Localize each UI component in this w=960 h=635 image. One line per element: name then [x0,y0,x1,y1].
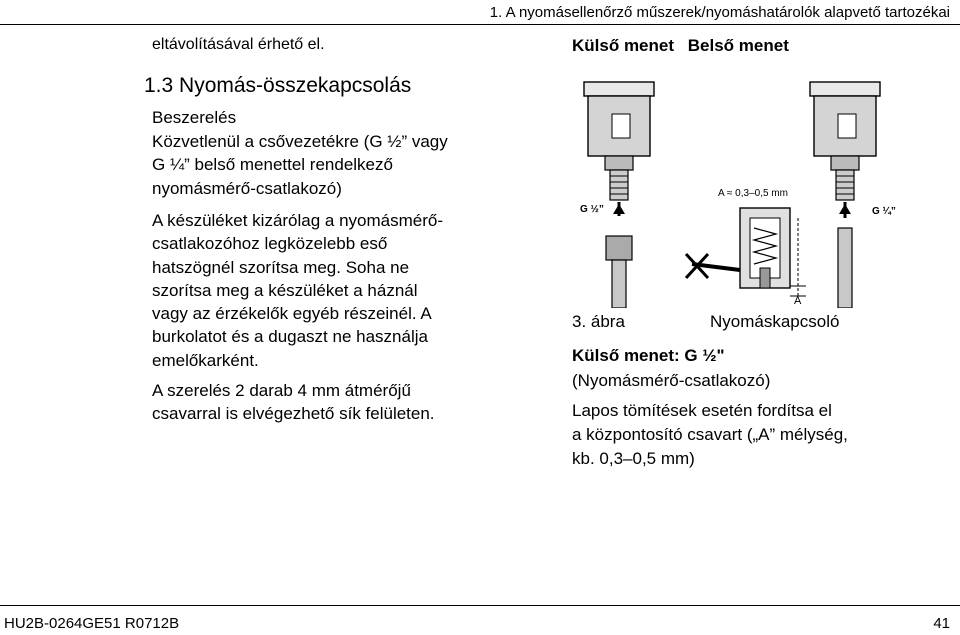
sub-heading: Beszerelés [152,108,237,127]
figure-title: Nyomáskapcsoló [710,312,840,331]
cross-section-detail [740,208,806,296]
continuation-text: eltávolításával érhető el. [152,36,325,53]
header-divider [0,24,960,25]
left-fitting [606,236,632,260]
figure-caption [572,312,952,332]
pressure-switch-figure [572,68,912,308]
right-pipe [838,228,852,308]
external-thread-note [572,343,770,393]
page-header-title: 1. A nyomásellenőrző műszerek/nyomáshatárolók alapvető tartozékai [489,4,950,21]
paragraph-tightening: A készüléket kizárólag a nyomásmérő- csatlakozóhoz legközelebb eső hatszögnél szorítsa meg. Soha ne szorítsa meg a készüléket a háznál vagy az érzékelők egyéb részeinél. A burkolatot és a dugaszt ne használja emelőkarként. [152,211,444,370]
document-code: HU2B-0264GE51 R0712B [4,615,180,632]
g-quarter-label: G ¼” [872,206,896,217]
figure-number: 3. ábra [572,312,625,331]
external-thread-label: Külső menet [572,36,675,55]
dimension-label: A ≈ 0,3–0,5 mm [718,188,788,199]
paragraph-connection: Közvetlenül a csővezetékre (G ½” vagy G ¼” belső menettel rendelkező nyomásmérő-csatlakozó) [152,132,448,198]
g-half-label: G ½” [580,204,604,215]
internal-thread-label: Belső menet [687,36,789,55]
left-pressure-switch [584,82,654,200]
paragraph-mounting: A szerelés 2 darab 4 mm átmérőjű csavarral is elvégezhető sík felületen. [152,381,435,424]
section-title: 1.3 Nyomás-összekapcsolás [144,74,412,97]
footer-divider [0,605,960,606]
wrong-wrench-icon [686,254,740,278]
flat-seal-paragraph: Lapos tömítések esetén fordítsa el a központosító csavart („A” mélység, kb. 0,3–0,5 mm) [572,401,848,468]
external-thread-subtext: (Nyomásmérő-csatlakozó) [572,371,771,390]
page-number: 41 [933,615,950,632]
right-pressure-switch [810,82,880,200]
thread-labels [572,36,798,56]
depth-a-label: A [794,295,802,307]
external-thread-heading: Külső menet: G ½" [572,346,725,365]
